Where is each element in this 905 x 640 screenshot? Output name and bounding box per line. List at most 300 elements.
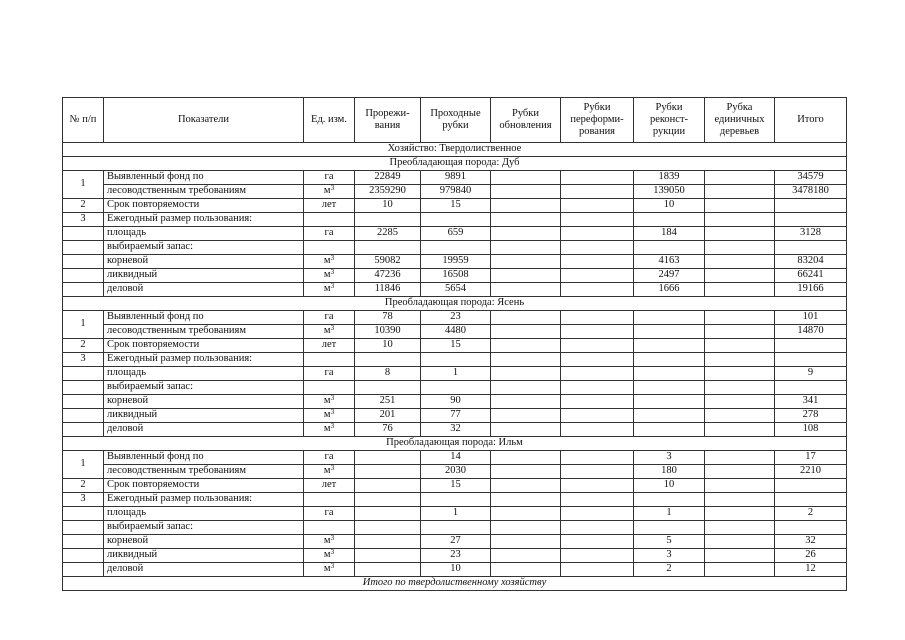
- value-cell: 10: [634, 199, 705, 213]
- value-cell: 3478180: [775, 185, 847, 199]
- value-cell: [634, 493, 705, 507]
- row-label: деловой: [104, 283, 304, 297]
- value-cell: [355, 521, 421, 535]
- value-cell: [491, 367, 561, 381]
- table-row: [63, 423, 847, 437]
- value-cell: 66241: [775, 269, 847, 283]
- unit-sup: 3: [330, 324, 335, 333]
- value-cell: [491, 171, 561, 185]
- table-row: [63, 339, 847, 353]
- value-cell: [491, 255, 561, 269]
- unit-cell: [304, 283, 355, 297]
- table-row: [63, 507, 847, 521]
- table-row: [63, 199, 847, 213]
- farm-title-row: [63, 143, 847, 157]
- value-cell: [491, 465, 561, 479]
- table-row: [63, 451, 847, 465]
- row-number: [63, 423, 104, 437]
- row-number: 2: [63, 339, 104, 353]
- value-cell: [705, 507, 775, 521]
- unit-cell: [304, 227, 355, 241]
- value-cell: 201: [355, 409, 421, 423]
- value-cell: [561, 227, 634, 241]
- row-label: ликвидный: [104, 409, 304, 423]
- footer-total: Итого по твердолиственному хозяйству: [63, 577, 847, 591]
- value-cell: [634, 213, 705, 227]
- unit-ha: га: [324, 367, 334, 379]
- row-label: выбираемый запас:: [104, 241, 304, 255]
- unit-m3: м: [323, 395, 331, 407]
- value-cell: [705, 213, 775, 227]
- value-cell: 101: [775, 311, 847, 325]
- value-cell: [775, 493, 847, 507]
- value-cell: [561, 269, 634, 283]
- value-cell: [491, 339, 561, 353]
- value-cell: [705, 311, 775, 325]
- unit-cell: [304, 409, 355, 423]
- value-cell: [634, 409, 705, 423]
- value-cell: 16508: [421, 269, 491, 283]
- unit-sup: 3: [330, 408, 335, 417]
- value-cell: 15: [421, 199, 491, 213]
- row-number: [63, 381, 104, 395]
- value-cell: [421, 241, 491, 255]
- value-cell: [355, 451, 421, 465]
- value-cell: [491, 325, 561, 339]
- row-number: [63, 241, 104, 255]
- unit-cell: [304, 549, 355, 563]
- value-cell: [775, 241, 847, 255]
- farm-title: Хозяйство: Твердолиственное: [63, 143, 847, 157]
- col-recon: Рубки реконст-рукции: [634, 98, 705, 143]
- value-cell: 90: [421, 395, 491, 409]
- value-cell: [705, 549, 775, 563]
- value-cell: 76: [355, 423, 421, 437]
- value-cell: 139050: [634, 185, 705, 199]
- col-total: Итого: [775, 98, 847, 143]
- value-cell: 10: [355, 199, 421, 213]
- value-cell: [705, 521, 775, 535]
- value-cell: [491, 283, 561, 297]
- row-label: выбираемый запас:: [104, 381, 304, 395]
- value-cell: [705, 283, 775, 297]
- value-cell: 278: [775, 409, 847, 423]
- unit-sup: 3: [330, 394, 335, 403]
- value-cell: 659: [421, 227, 491, 241]
- value-cell: [561, 423, 634, 437]
- value-cell: 23: [421, 549, 491, 563]
- table-row: [63, 409, 847, 423]
- table-row: [63, 563, 847, 577]
- row-label: корневой: [104, 255, 304, 269]
- table-row: [63, 465, 847, 479]
- value-cell: [705, 479, 775, 493]
- value-cell: [561, 521, 634, 535]
- value-cell: [705, 493, 775, 507]
- value-cell: 47236: [355, 269, 421, 283]
- table-row: [63, 493, 847, 507]
- row-label: лесоводственным требованиям: [104, 325, 304, 339]
- value-cell: [491, 353, 561, 367]
- value-cell: [561, 325, 634, 339]
- value-cell: 11846: [355, 283, 421, 297]
- value-cell: [491, 409, 561, 423]
- table-row: [63, 185, 847, 199]
- value-cell: [491, 535, 561, 549]
- unit-m3: м: [323, 255, 331, 267]
- value-cell: 4480: [421, 325, 491, 339]
- row-number: 2: [63, 479, 104, 493]
- value-cell: 2210: [775, 465, 847, 479]
- value-cell: [705, 241, 775, 255]
- value-cell: [705, 199, 775, 213]
- unit-cell: [304, 521, 355, 535]
- value-cell: 2497: [634, 269, 705, 283]
- unit-m3: м: [323, 465, 331, 477]
- unit-sup: 3: [330, 422, 335, 431]
- row-label: площадь: [104, 367, 304, 381]
- value-cell: 17: [775, 451, 847, 465]
- value-cell: 2359290: [355, 185, 421, 199]
- value-cell: [705, 423, 775, 437]
- value-cell: [775, 521, 847, 535]
- value-cell: 8: [355, 367, 421, 381]
- row-number: [63, 549, 104, 563]
- value-cell: [355, 479, 421, 493]
- table-row: [63, 311, 847, 325]
- unit-cell: [304, 493, 355, 507]
- value-cell: [634, 241, 705, 255]
- unit-cell: [304, 199, 355, 213]
- value-cell: [355, 507, 421, 521]
- row-label: Срок повторяемости: [104, 199, 304, 213]
- value-cell: [491, 423, 561, 437]
- value-cell: [705, 255, 775, 269]
- table-row: [63, 367, 847, 381]
- unit-m3: м: [323, 325, 331, 337]
- value-cell: 184: [634, 227, 705, 241]
- table-row: [63, 171, 847, 185]
- unit-ha: га: [324, 311, 334, 323]
- value-cell: [355, 381, 421, 395]
- row-label: Срок повторяемости: [104, 339, 304, 353]
- value-cell: [705, 381, 775, 395]
- unit-cell: [304, 353, 355, 367]
- value-cell: [491, 479, 561, 493]
- row-number: [63, 395, 104, 409]
- value-cell: 251: [355, 395, 421, 409]
- row-number: [63, 409, 104, 423]
- value-cell: [561, 451, 634, 465]
- value-cell: [491, 381, 561, 395]
- unit-ha: га: [324, 171, 334, 183]
- unit-sup: 3: [330, 464, 335, 473]
- unit-cell: [304, 423, 355, 437]
- unit-cell: [304, 311, 355, 325]
- value-cell: 27: [421, 535, 491, 549]
- value-cell: [491, 549, 561, 563]
- value-cell: 14870: [775, 325, 847, 339]
- value-cell: 3: [634, 549, 705, 563]
- row-label: площадь: [104, 507, 304, 521]
- table-row: [63, 479, 847, 493]
- value-cell: [421, 213, 491, 227]
- value-cell: 3: [634, 451, 705, 465]
- unit-cell: [304, 535, 355, 549]
- value-cell: [561, 535, 634, 549]
- value-cell: [634, 339, 705, 353]
- value-cell: [561, 479, 634, 493]
- value-cell: [561, 563, 634, 577]
- value-cell: [561, 171, 634, 185]
- value-cell: 83204: [775, 255, 847, 269]
- row-number: [63, 367, 104, 381]
- value-cell: 15: [421, 339, 491, 353]
- value-cell: [561, 255, 634, 269]
- unit-cell: [304, 213, 355, 227]
- row-number: 1: [63, 311, 104, 339]
- row-label: деловой: [104, 563, 304, 577]
- unit-cell: [304, 507, 355, 521]
- value-cell: 34579: [775, 171, 847, 185]
- value-cell: [491, 395, 561, 409]
- value-cell: [421, 521, 491, 535]
- value-cell: [705, 535, 775, 549]
- unit-cell: [304, 367, 355, 381]
- value-cell: [491, 507, 561, 521]
- section-title: Преобладающая порода: Ясень: [63, 297, 847, 311]
- value-cell: 5: [634, 535, 705, 549]
- value-cell: [775, 199, 847, 213]
- row-label: деловой: [104, 423, 304, 437]
- unit-m3: м: [323, 535, 331, 547]
- unit-years: лет: [321, 199, 337, 211]
- unit-cell: [304, 171, 355, 185]
- unit-sup: 3: [330, 534, 335, 543]
- row-label: корневой: [104, 535, 304, 549]
- value-cell: [705, 325, 775, 339]
- footer-total-row: [63, 577, 847, 591]
- value-cell: [561, 199, 634, 213]
- row-number: [63, 563, 104, 577]
- unit-ha: га: [324, 451, 334, 463]
- row-number: [63, 227, 104, 241]
- unit-sup: 3: [330, 254, 335, 263]
- value-cell: [355, 465, 421, 479]
- value-cell: [705, 409, 775, 423]
- row-label: площадь: [104, 227, 304, 241]
- value-cell: [561, 241, 634, 255]
- value-cell: 77: [421, 409, 491, 423]
- value-cell: 2285: [355, 227, 421, 241]
- value-cell: [634, 325, 705, 339]
- unit-cell: [304, 241, 355, 255]
- value-cell: [705, 227, 775, 241]
- unit-sup: 3: [330, 562, 335, 571]
- value-cell: 9: [775, 367, 847, 381]
- value-cell: 2: [634, 563, 705, 577]
- row-label: ликвидный: [104, 549, 304, 563]
- unit-m3: м: [323, 283, 331, 295]
- col-num: № п/п: [63, 98, 104, 143]
- unit-cell: [304, 451, 355, 465]
- value-cell: 10: [421, 563, 491, 577]
- row-label: Ежегодный размер пользования:: [104, 493, 304, 507]
- value-cell: 23: [421, 311, 491, 325]
- unit-cell: [304, 479, 355, 493]
- value-cell: [491, 213, 561, 227]
- value-cell: [355, 549, 421, 563]
- value-cell: [705, 367, 775, 381]
- value-cell: 22849: [355, 171, 421, 185]
- table-row: [63, 521, 847, 535]
- row-label: выбираемый запас:: [104, 521, 304, 535]
- value-cell: 5654: [421, 283, 491, 297]
- table-row: [63, 283, 847, 297]
- section-title-row: [63, 297, 847, 311]
- table-row: [63, 535, 847, 549]
- value-cell: [775, 381, 847, 395]
- value-cell: [491, 269, 561, 283]
- value-cell: 10: [355, 339, 421, 353]
- value-cell: 10390: [355, 325, 421, 339]
- value-cell: [775, 353, 847, 367]
- value-cell: [705, 451, 775, 465]
- value-cell: 1: [634, 507, 705, 521]
- value-cell: [491, 199, 561, 213]
- unit-cell: [304, 381, 355, 395]
- value-cell: [561, 185, 634, 199]
- value-cell: [634, 521, 705, 535]
- col-unit: Ед. изм.: [304, 98, 355, 143]
- value-cell: [561, 353, 634, 367]
- value-cell: [491, 227, 561, 241]
- value-cell: 32: [775, 535, 847, 549]
- value-cell: 10: [634, 479, 705, 493]
- value-cell: [705, 185, 775, 199]
- value-cell: 9891: [421, 171, 491, 185]
- value-cell: [561, 507, 634, 521]
- unit-m3: м: [323, 409, 331, 421]
- unit-cell: [304, 269, 355, 283]
- value-cell: [634, 423, 705, 437]
- row-number: 3: [63, 353, 104, 367]
- value-cell: [491, 451, 561, 465]
- unit-m3: м: [323, 269, 331, 281]
- value-cell: 19166: [775, 283, 847, 297]
- value-cell: 979840: [421, 185, 491, 199]
- unit-sup: 3: [330, 548, 335, 557]
- row-number: 1: [63, 171, 104, 199]
- value-cell: [705, 353, 775, 367]
- value-cell: [355, 563, 421, 577]
- value-cell: [561, 395, 634, 409]
- value-cell: [561, 381, 634, 395]
- value-cell: [561, 311, 634, 325]
- value-cell: 12: [775, 563, 847, 577]
- row-number: [63, 535, 104, 549]
- unit-cell: [304, 563, 355, 577]
- value-cell: [705, 395, 775, 409]
- value-cell: [705, 269, 775, 283]
- value-cell: [355, 493, 421, 507]
- table-row: [63, 381, 847, 395]
- header-row: [63, 98, 847, 143]
- value-cell: [491, 563, 561, 577]
- value-cell: 32: [421, 423, 491, 437]
- unit-ha: га: [324, 227, 334, 239]
- value-cell: [705, 563, 775, 577]
- row-label: Срок повторяемости: [104, 479, 304, 493]
- value-cell: [561, 493, 634, 507]
- row-label: Ежегодный размер пользования:: [104, 213, 304, 227]
- value-cell: [775, 339, 847, 353]
- table-row: [63, 395, 847, 409]
- table-row: [63, 241, 847, 255]
- value-cell: 1: [421, 367, 491, 381]
- unit-cell: [304, 325, 355, 339]
- row-label: Выявленный фонд по: [104, 451, 304, 465]
- value-cell: [561, 367, 634, 381]
- row-number: [63, 283, 104, 297]
- value-cell: [634, 311, 705, 325]
- section-title: Преобладающая порода: Ильм: [63, 437, 847, 451]
- row-number: 2: [63, 199, 104, 213]
- row-label: лесоводственным требованиям: [104, 465, 304, 479]
- value-cell: [491, 185, 561, 199]
- value-cell: [634, 367, 705, 381]
- value-cell: [561, 409, 634, 423]
- row-number: 3: [63, 213, 104, 227]
- value-cell: 59082: [355, 255, 421, 269]
- value-cell: [355, 535, 421, 549]
- table-row: [63, 325, 847, 339]
- table-row: [63, 213, 847, 227]
- unit-cell: [304, 465, 355, 479]
- value-cell: [421, 493, 491, 507]
- row-label: ликвидный: [104, 269, 304, 283]
- table-row: [63, 549, 847, 563]
- value-cell: [705, 171, 775, 185]
- unit-years: лет: [321, 479, 337, 491]
- table-row: [63, 353, 847, 367]
- value-cell: 26: [775, 549, 847, 563]
- unit-ha: га: [324, 507, 334, 519]
- row-label: корневой: [104, 395, 304, 409]
- unit-sup: 3: [330, 282, 335, 291]
- value-cell: [561, 465, 634, 479]
- harvest-table: [62, 97, 847, 591]
- value-cell: [705, 339, 775, 353]
- value-cell: 19959: [421, 255, 491, 269]
- value-cell: [421, 381, 491, 395]
- col-indicators: Показатели: [104, 98, 304, 143]
- value-cell: [355, 353, 421, 367]
- value-cell: 341: [775, 395, 847, 409]
- value-cell: [561, 339, 634, 353]
- col-reform: Рубки переформи-рования: [561, 98, 634, 143]
- value-cell: [355, 241, 421, 255]
- value-cell: [421, 353, 491, 367]
- value-cell: [634, 395, 705, 409]
- unit-years: лет: [321, 339, 337, 351]
- row-number: [63, 269, 104, 283]
- value-cell: [634, 381, 705, 395]
- unit-sup: 3: [330, 184, 335, 193]
- value-cell: 4163: [634, 255, 705, 269]
- unit-sup: 3: [330, 268, 335, 277]
- unit-m3: м: [323, 549, 331, 561]
